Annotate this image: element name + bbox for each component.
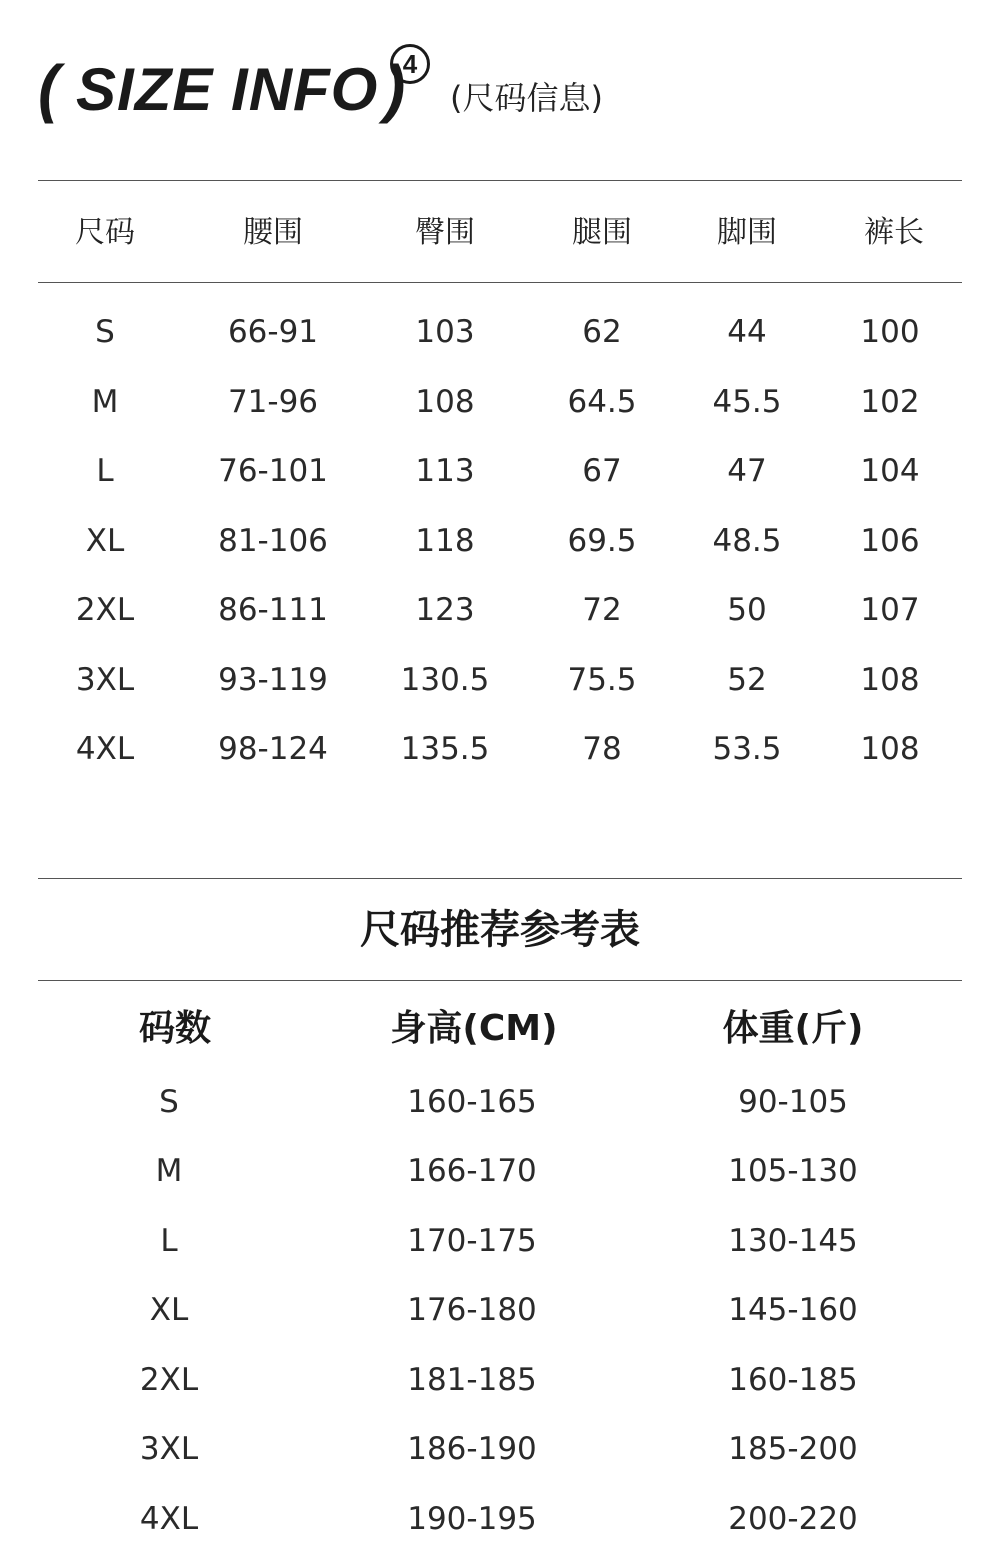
table-cell: 2XL [75, 592, 135, 628]
table-row [38, 307, 962, 357]
table-cell: 160-165 [407, 1084, 537, 1120]
table-row [38, 1216, 962, 1266]
recommend-table-header-row [38, 1004, 962, 1054]
table-cell: 90-105 [738, 1084, 848, 1120]
table-cell: 130.5 [400, 662, 490, 698]
table-cell: 3XL [75, 662, 135, 698]
table-cell: 106 [860, 523, 920, 559]
table-cell: 3XL [139, 1431, 199, 1467]
table-cell: 75.5 [567, 662, 637, 698]
table-cell: 64.5 [567, 384, 637, 420]
table-cell: 78 [582, 731, 622, 767]
column-header: 腰围 [243, 215, 303, 250]
table-cell: 45.5 [712, 384, 782, 420]
table-cell: S [159, 1084, 179, 1120]
table-cell: XL [149, 1292, 189, 1328]
table-cell: 145-160 [728, 1292, 858, 1328]
table-cell: 200-220 [728, 1501, 858, 1537]
size-table-header-row [38, 208, 962, 258]
table-cell: 4XL [139, 1501, 199, 1537]
table-cell: 135.5 [400, 731, 490, 767]
table-cell: S [95, 314, 115, 350]
column-header: 腿围 [572, 215, 632, 250]
table-cell: 186-190 [407, 1431, 537, 1467]
table-cell: 69.5 [567, 523, 637, 559]
column-header: 身高(CM) [390, 1008, 558, 1049]
table-cell: 108 [415, 384, 475, 420]
table-cell: 190-195 [407, 1501, 537, 1537]
table-cell: 48.5 [712, 523, 782, 559]
table-cell: 185-200 [728, 1431, 858, 1467]
table-cell: 4XL [75, 731, 135, 767]
table-cell: 104 [860, 453, 920, 489]
table-cell: 52 [727, 662, 767, 698]
column-header: 体重(斤) [722, 1008, 864, 1049]
section-divider [38, 878, 962, 879]
table-cell: 50 [727, 592, 767, 628]
table-cell: 123 [415, 592, 475, 628]
table-cell: 47 [727, 453, 767, 489]
table-row [38, 516, 962, 566]
table-cell: 102 [860, 384, 920, 420]
table-row [38, 655, 962, 705]
table-cell: 44 [727, 314, 767, 350]
page-header [38, 40, 962, 130]
table-cell: L [160, 1223, 178, 1259]
table-top-divider [38, 180, 962, 181]
table-cell: 105-130 [728, 1153, 858, 1189]
table-row [38, 585, 962, 635]
table-cell: 81-106 [218, 523, 328, 559]
table-row [38, 1077, 962, 1127]
table-cell: 113 [415, 453, 475, 489]
recommend-table-title: 尺码推荐参考表 [360, 907, 640, 953]
column-header: 臀围 [415, 215, 475, 250]
table-cell: XL [85, 523, 125, 559]
table-cell: L [96, 453, 114, 489]
table-row [38, 1424, 962, 1474]
recommend-title-divider [38, 980, 962, 981]
title-paren-close: ) [384, 52, 406, 124]
table-cell: 71-96 [227, 384, 319, 420]
table-cell: 181-185 [407, 1362, 537, 1398]
table-cell: 76-101 [218, 453, 328, 489]
table-cell: 72 [582, 592, 622, 628]
column-header: 码数 [138, 1008, 212, 1049]
page-title: SIZE INFO [76, 56, 379, 123]
column-header: 裤长 [864, 215, 924, 250]
table-row [38, 446, 962, 496]
table-cell: 160-185 [728, 1362, 858, 1398]
table-cell: 130-145 [728, 1223, 858, 1259]
table-row [38, 1285, 962, 1335]
page-subtitle: (尺码信息) [450, 79, 603, 117]
column-header: 脚围 [717, 215, 777, 250]
table-cell: 98-124 [218, 731, 328, 767]
table-cell: 2XL [139, 1362, 199, 1398]
table-cell: 176-180 [407, 1292, 537, 1328]
table-cell: 108 [860, 731, 920, 767]
table-cell: 107 [860, 592, 920, 628]
table-cell: 67 [582, 453, 622, 489]
table-row [38, 724, 962, 774]
table-row [38, 1355, 962, 1405]
table-cell: 118 [415, 523, 475, 559]
table-cell: 166-170 [407, 1153, 537, 1189]
table-cell: 103 [415, 314, 475, 350]
table-cell: 93-119 [218, 662, 328, 698]
table-cell: 86-111 [218, 592, 328, 628]
table-cell: 62 [582, 314, 622, 350]
table-cell: 53.5 [712, 731, 782, 767]
table-row [38, 377, 962, 427]
table-cell: 100 [860, 314, 920, 350]
table-cell: M [155, 1153, 183, 1189]
column-header: 尺码 [75, 215, 135, 250]
table-cell: M [91, 384, 119, 420]
table-row [38, 1146, 962, 1196]
table-cell: 170-175 [407, 1223, 537, 1259]
table-cell: 108 [860, 662, 920, 698]
title-paren-open: ( [38, 52, 60, 124]
table-cell: 66-91 [227, 314, 319, 350]
table-row [38, 1494, 962, 1544]
section-number-badge: 4 [390, 44, 430, 84]
table-header-divider [38, 282, 962, 283]
